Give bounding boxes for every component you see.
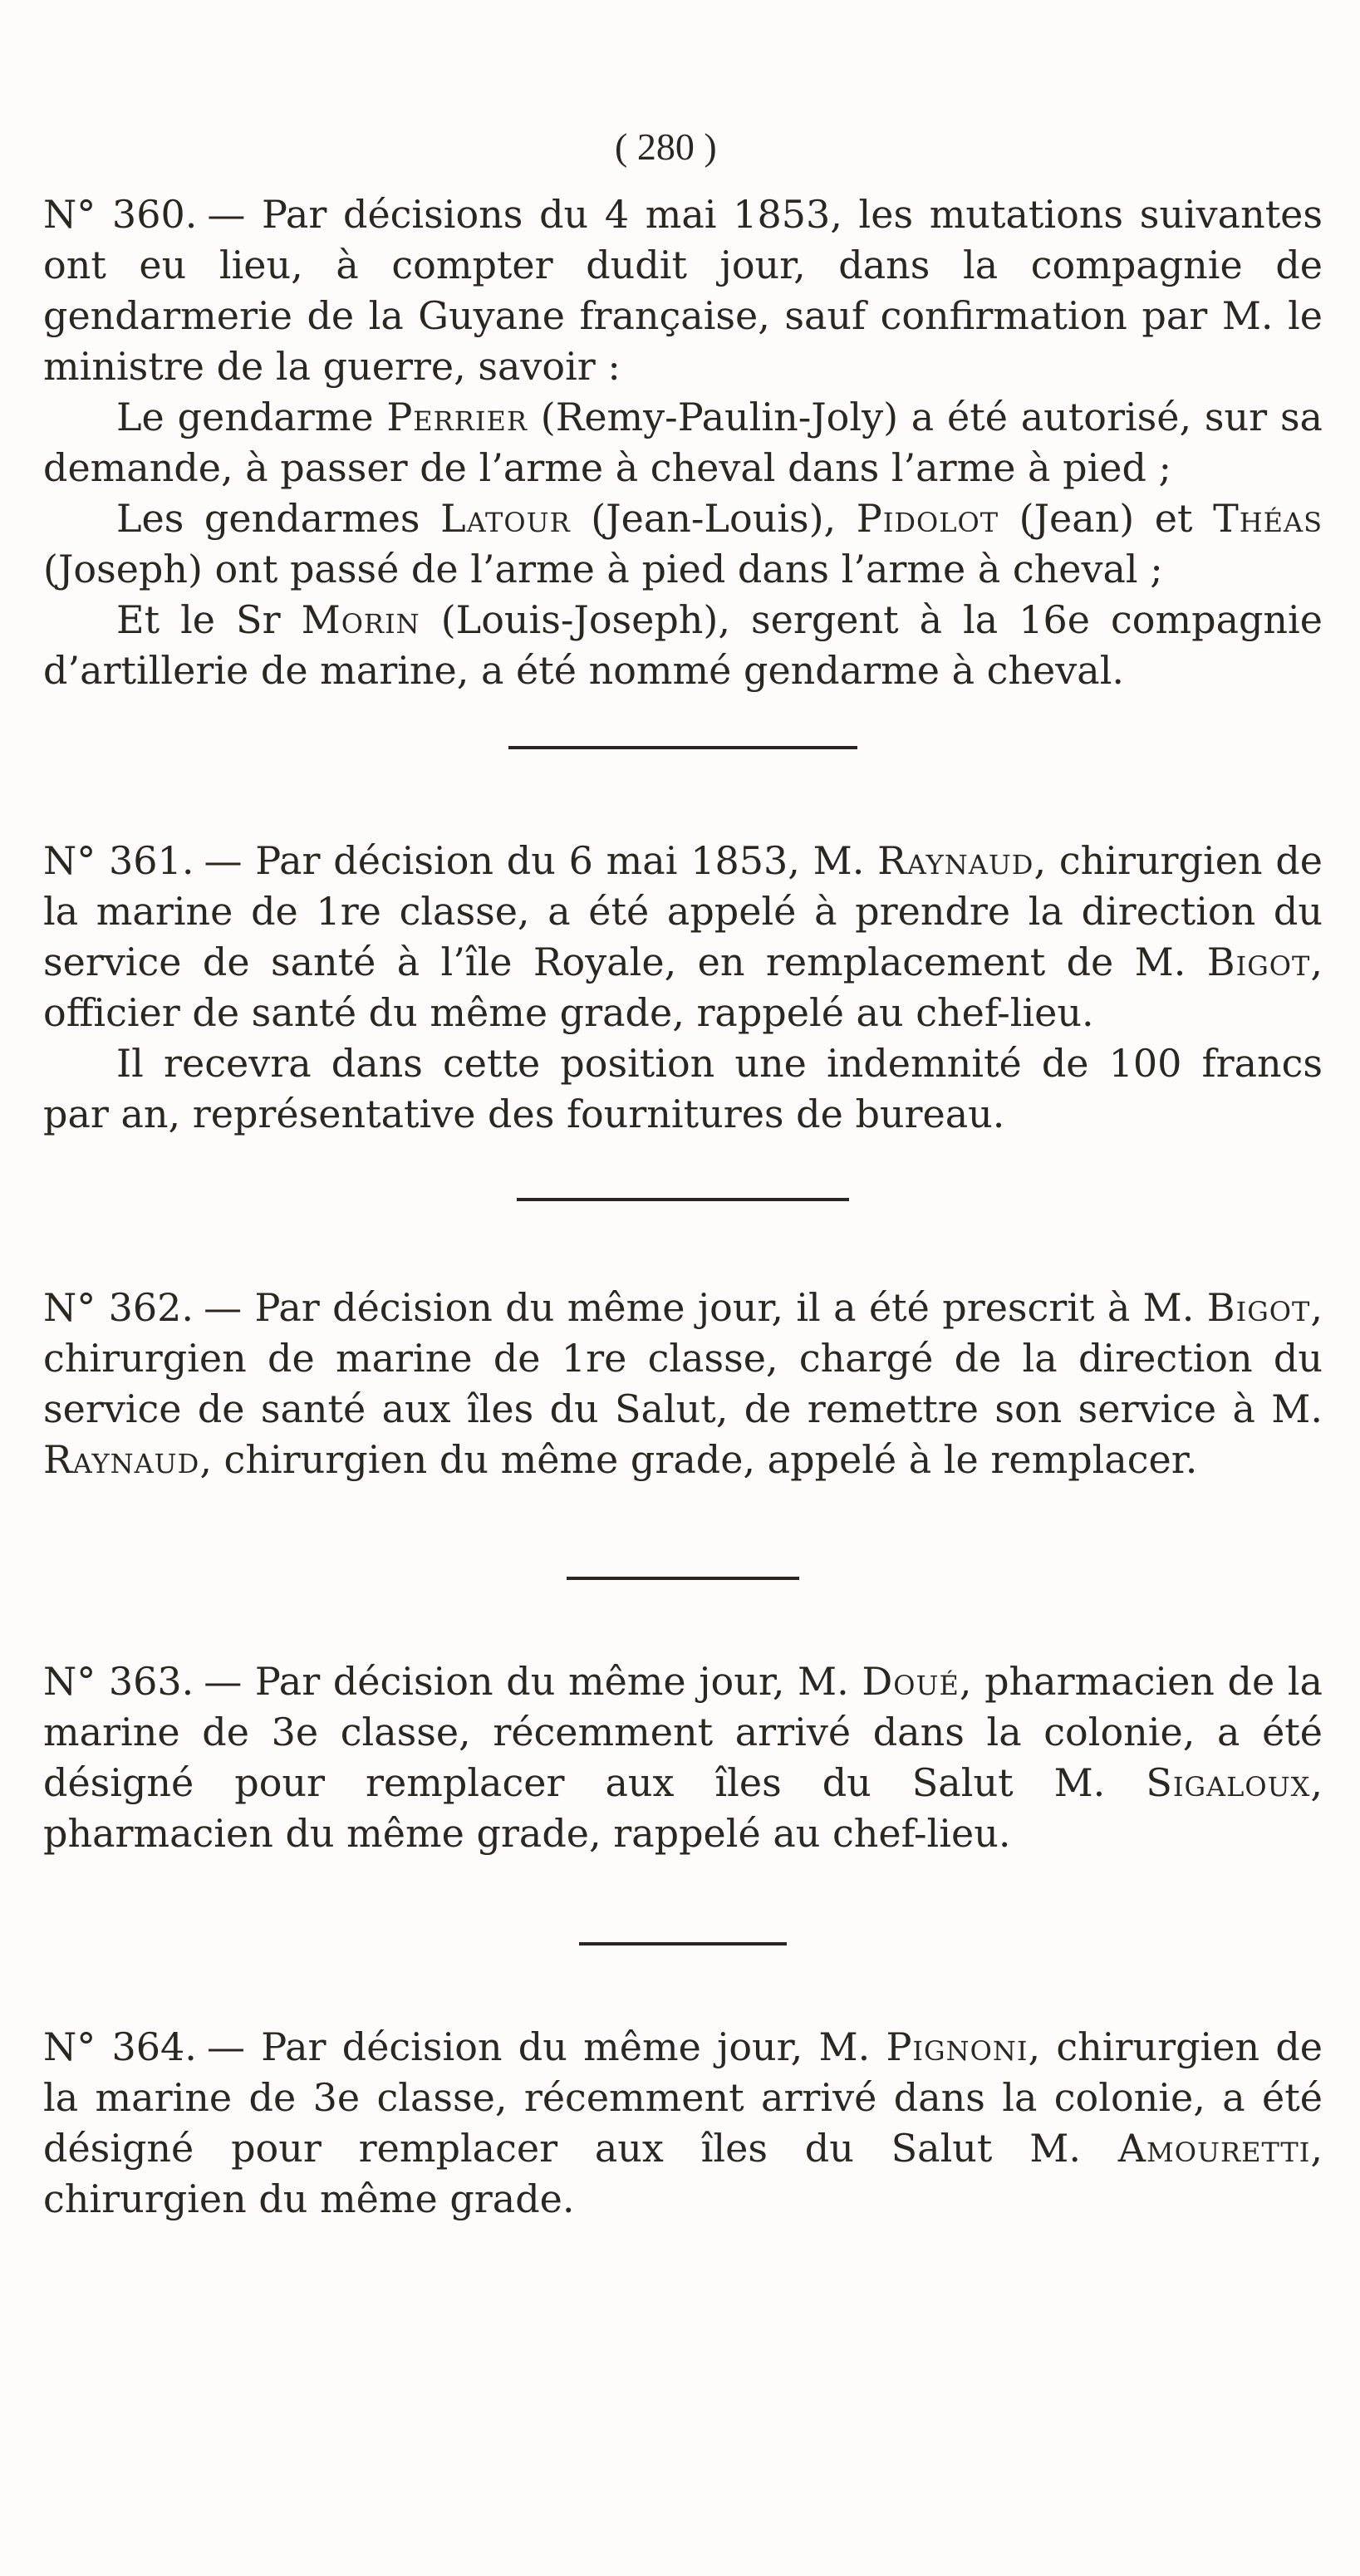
paragraph-text: , officier de santé du même grade, rappelé au chef-lieu.	[43, 940, 1323, 1035]
paragraph-text: (Joseph) ont passé de l’arme à pied dans l’arme à cheval ;	[43, 547, 1163, 591]
paragraph-text: (Jean) et	[1019, 496, 1193, 541]
person-name: Morin	[301, 597, 420, 642]
paragraph-text: — Par décision du même jour, M.	[204, 1659, 849, 1704]
paragraph-text: — Par décision du même jour, il a été prescrit à M.	[204, 1285, 1195, 1330]
paragraph-text: — Par décisions du 4 mai 1853, les mutations suivantes ont eu lieu, à compter dudit jour, dans la compagnie de gendarmerie de la Guyane française, sauf confirmation par M. le ministre de la guerre, savoir :	[43, 192, 1323, 389]
paragraph-text: , chirurgien de marine de 1re classe, chargé de la direction du service de santé aux îles du Salut, de remettre son service à M.	[43, 1285, 1323, 1431]
text-column	[43, 189, 1323, 2225]
paragraph	[43, 595, 1323, 696]
paragraph	[43, 392, 1323, 493]
entry-362	[43, 1283, 1323, 1485]
entry-361	[43, 836, 1323, 1140]
paragraph-text: Les gendarmes	[116, 496, 420, 541]
page-number: ( 280 )	[615, 125, 717, 168]
paragraph-text: (Jean-Louis),	[591, 496, 837, 541]
person-name: Latour	[440, 496, 571, 541]
paragraph	[43, 2022, 1323, 2225]
entry-number: N° 361.	[43, 838, 194, 883]
person-name: Perrier	[386, 395, 528, 439]
entry-360	[43, 189, 1323, 696]
paragraph	[43, 1038, 1323, 1140]
paragraph-text: Il recevra dans cette position une indemnité de 100 francs par an, représentative des fournitures de bureau.	[43, 1041, 1323, 1136]
person-name: Bigot	[1206, 1285, 1311, 1330]
paragraph	[43, 189, 1323, 392]
person-name: Pignoni	[886, 2024, 1029, 2069]
section-divider	[517, 1198, 849, 1201]
person-name: Raynaud	[877, 838, 1034, 883]
paragraph-text: Le gendarme	[116, 395, 374, 439]
person-name: Pidolot	[856, 496, 999, 541]
paragraph	[43, 1283, 1323, 1485]
paragraph	[43, 493, 1323, 595]
entry-number: N° 360.	[43, 192, 198, 237]
section-divider	[508, 746, 857, 749]
person-name: Théas	[1213, 496, 1323, 541]
paragraph-text: (Remy-Paulin-Joly) a été autorisé, sur sa demande, à passer de l’arme à cheval dans l’arme à pied ;	[43, 395, 1323, 490]
entry-364	[43, 2022, 1323, 2225]
paragraph-text: , chirurgien de la marine de 3e classe, récemment arrivé dans la colonie, a été désigné pour remplacer aux îles du Salut M.	[43, 2024, 1323, 2171]
section-divider	[567, 1577, 799, 1580]
paragraph-text: Et le Sr	[116, 597, 281, 642]
person-name: Raynaud	[43, 1437, 200, 1482]
person-name: Sigaloux	[1146, 1760, 1311, 1805]
paragraph-text: (Louis-Joseph), sergent à la 16e compagnie d’artillerie de marine, a été nommé gendarme à cheval.	[43, 597, 1323, 693]
paragraph-text: — Par décision du 6 mai 1853, M.	[204, 838, 865, 883]
entry-number: N° 364.	[43, 2024, 197, 2069]
person-name: Bigot	[1206, 940, 1311, 984]
section-divider	[579, 1942, 787, 1945]
paragraph-text: — Par décision du même jour, M.	[206, 2024, 871, 2069]
entry-363	[43, 1656, 1323, 1859]
paragraph-text: , chirurgien du même grade.	[43, 2126, 1323, 2221]
entry-number: N° 363.	[43, 1659, 194, 1704]
paragraph-text: , pharmacien du même grade, rappelé au chef-lieu.	[43, 1760, 1323, 1856]
paragraph-text: , chirurgien du même grade, appelé à le remplacer.	[199, 1437, 1198, 1482]
person-name: Amouretti	[1117, 2126, 1311, 2171]
person-name: Doué	[862, 1659, 960, 1704]
paragraph	[43, 1656, 1323, 1859]
paragraph-text: , chirurgien de la marine de 1re classe, a été appelé à prendre la direction du service de santé à l’île Royale, en remplacement de M.	[43, 838, 1323, 984]
paragraph-text: , pharmacien de la marine de 3e classe, récemment arrivé dans la colonie, a été désigné pour remplacer aux îles du Salut M.	[43, 1659, 1323, 1805]
entry-number: N° 362.	[43, 1285, 194, 1330]
paragraph	[43, 836, 1323, 1038]
